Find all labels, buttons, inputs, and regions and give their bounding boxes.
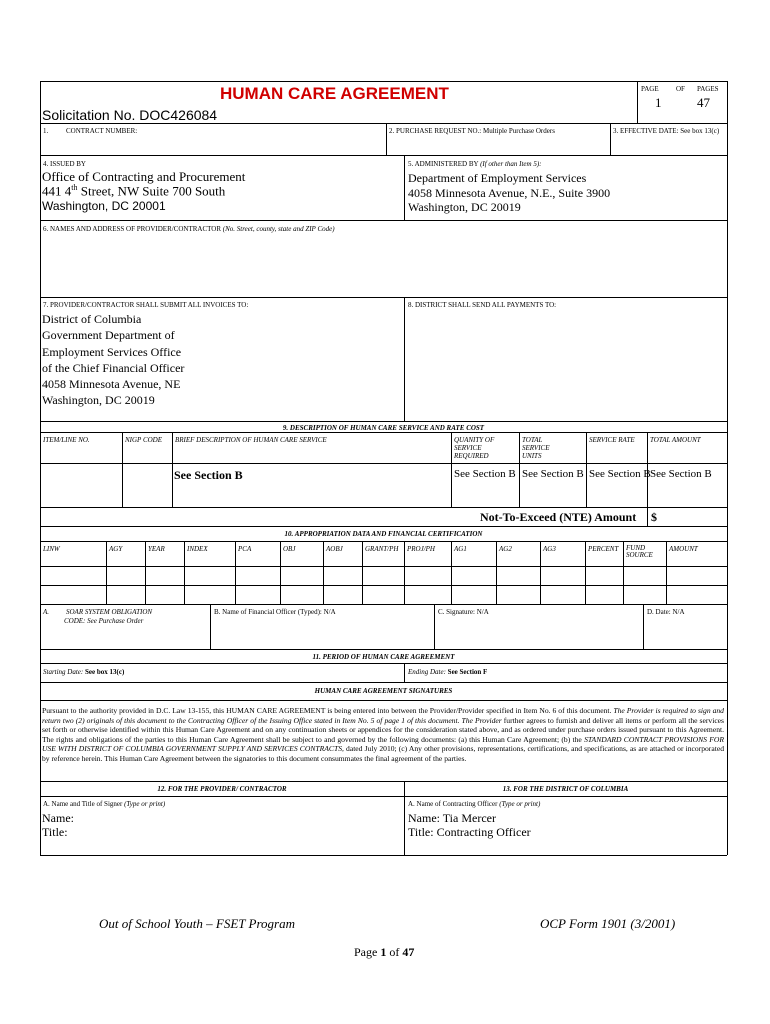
rule <box>496 541 497 604</box>
financial-officer-date: D. Date: N/A <box>647 608 685 616</box>
rule <box>40 463 727 464</box>
rule <box>40 155 727 156</box>
rule <box>40 297 727 298</box>
rule <box>40 663 727 664</box>
page-label: PAGE <box>641 85 659 93</box>
section9-title: 9. DESCRIPTION OF HUMAN CARE SERVICE AND RATE COST <box>282 424 485 432</box>
col-nigp: NIGP CODE <box>125 436 163 444</box>
col-obj: OBJ <box>283 545 296 553</box>
rule <box>40 796 727 797</box>
rule <box>434 604 435 649</box>
col-linw: LINW <box>43 545 60 553</box>
issued-by-line3: Washington, DC 20001 <box>42 199 166 213</box>
starting-date: Starting Date: See box 13(c) <box>43 668 125 676</box>
rule <box>404 155 405 220</box>
rule <box>404 541 405 604</box>
description-value: See Section B <box>174 468 243 482</box>
pages-label: PAGES <box>697 85 719 93</box>
col-description: BRIEF DESCRIPTION OF HUMAN CARE SERVICE <box>175 436 327 444</box>
rule <box>40 604 727 605</box>
invoice-address-line: of the Chief Financial Officer <box>42 360 185 375</box>
invoice-address-line: Employment Services Office <box>42 344 182 359</box>
soar-code: CODE: See Purchase Order <box>64 617 144 625</box>
provider-column-title: 12. FOR THE PROVIDER/ CONTRACTOR <box>157 785 287 793</box>
officer-title: Title: Contracting Officer <box>408 825 531 839</box>
issued-by-line1: Office of Contracting and Procurement <box>42 169 246 184</box>
rule <box>323 541 324 604</box>
signer-label: A. Name and Title of Signer (Type or print) <box>43 800 166 808</box>
rule <box>666 541 667 604</box>
rule <box>643 604 644 649</box>
col-ag1: AG1 <box>454 545 467 553</box>
frame-bottom <box>40 855 727 856</box>
soar-label-a: A. <box>43 608 50 616</box>
col-quantity: QUANITY OF SERVICE REQUIRED <box>454 436 495 460</box>
col-service-rate: SERVICE RATE <box>589 436 635 444</box>
col-grant: GRANT/PH <box>365 545 399 553</box>
rule <box>40 526 727 527</box>
financial-officer-name: B. Name of Financial Officer (Typed): N/A <box>214 608 336 616</box>
provider-name-field[interactable]: Name: <box>42 811 74 825</box>
rule <box>40 123 727 124</box>
col-amount: AMOUNT <box>669 545 698 553</box>
rule <box>40 220 727 221</box>
service-rate-value: See Section B <box>589 468 651 480</box>
rule <box>519 432 520 507</box>
rule <box>40 700 727 701</box>
rule <box>40 507 727 508</box>
section11-title: 11. PERIOD OF HUMAN CARE AGREEMENT <box>312 653 455 661</box>
contracting-officer-label: A. Name of Contracting Officer (Type or print) <box>408 800 541 808</box>
effective-date-label: 3. EFFECTIVE DATE: See box 13(c) <box>613 127 720 135</box>
page-total: 47 <box>697 95 710 110</box>
district-column-title: 13. FOR THE DISTRICT OF COLUMBIA <box>502 785 629 793</box>
rule <box>40 781 727 782</box>
frame-top <box>40 81 727 82</box>
rule <box>362 541 363 604</box>
invoice-address-line: 4058 Minnesota Avenue, NE <box>42 377 181 392</box>
box1-num: 1. <box>43 127 49 135</box>
rule <box>40 682 727 683</box>
frame-right <box>727 81 728 855</box>
financial-officer-signature: C. Signature: N/A <box>438 608 489 616</box>
form-title: HUMAN CARE AGREEMENT <box>220 84 449 103</box>
section10-title: 10. APPROPRIATION DATA AND FINANCIAL CERTIFICATION <box>284 530 483 538</box>
rule <box>647 507 648 526</box>
col-ag3: AG3 <box>543 545 556 553</box>
provider-address-label: 6. NAMES AND ADDRESS OF PROVIDER/CONTRACTOR (No. Street, county, state and ZIP Code) <box>43 225 335 233</box>
footer-program: Out of School Youth – FSET Program <box>99 916 295 931</box>
agreement-paragraph: Pursuant to the authority provided in D.C. Law 13-155, this HUMAN CARE AGREEMENT is being entered into between the Provider/Provider specified in Item No. 6 of this document. The Provider is required to sign and return two (2) originals of this document to the Contracting Officer of the Issuing Office stated in Item No. 5 of page 1 of this document. The Provider further agrees to furnish and deliver all items or perform all the services set forth or otherwise identified within this Human Care Agreement and on any continuation sheets or appendices for the consideration stated above, and as ordered under purchase orders issued pursuant to this Agreement. The rights and obligations of the parties to this Human Care Agreement shall be subject to and governed by the following documents: (a) this Human Care Agreement; (b) the STANDARD CONTRACT PROVISIONS FOR USE WITH DISTRICT OF COLUMBIA GOVERNMENT SUPPLY AND SERVICES CONTRACTS, dated July 2010; (c) Any other provisions, representations, certifications, and specifications, as are attached or incorporated by reference herein. This Human Care Agreement between the signatories to this document consummates the final agreement of the parties. <box>42 706 725 763</box>
rule <box>122 432 123 507</box>
rule <box>40 649 727 650</box>
rule <box>451 541 452 604</box>
of-label: OF <box>676 85 685 93</box>
rule <box>386 123 387 155</box>
rule <box>451 432 452 507</box>
quantity-value: See Section B <box>454 468 516 480</box>
rule <box>145 541 146 604</box>
provider-title-field[interactable]: Title: <box>42 825 68 839</box>
officer-name: Name: Tia Mercer <box>408 811 496 825</box>
footer-form-number: OCP Form 1901 (3/2001) <box>540 916 676 931</box>
rule <box>40 432 727 433</box>
rule <box>106 541 107 604</box>
nte-value: $ <box>651 510 657 524</box>
rule <box>172 432 173 507</box>
purchase-request-label: 2. PURCHASE REQUEST NO.: Multiple Purchase Orders <box>389 127 555 135</box>
rule <box>540 541 541 604</box>
col-aobj: AOBJ <box>326 545 343 553</box>
nte-label: Not-To-Exceed (NTE) Amount <box>480 510 637 524</box>
total-units-value: See Section B <box>522 468 584 480</box>
rule <box>280 541 281 604</box>
invoice-address-line: Government Department of <box>42 328 175 343</box>
signatures-title: HUMAN CARE AGREEMENT SIGNATURES <box>314 687 453 695</box>
frame-left <box>40 81 41 855</box>
col-proj: PROJ/PH <box>407 545 435 553</box>
invoices-label: 7. PROVIDER/CONTRACTOR SHALL SUBMIT ALL INVOICES TO: <box>43 301 249 309</box>
rule <box>585 541 586 604</box>
issued-by-line2: 441 4th Street, NW Suite 700 South <box>42 183 226 199</box>
col-total-units: TOTAL SERVICE UNITS <box>522 436 550 460</box>
rule <box>404 663 405 682</box>
invoice-address-line: Washington, DC 20019 <box>42 393 155 408</box>
rule <box>184 541 185 604</box>
rule <box>623 541 624 604</box>
issued-by-label: 4. ISSUED BY <box>43 160 86 168</box>
rule <box>40 566 727 567</box>
rule <box>40 421 727 422</box>
col-item-line: ITEM/LINE NO. <box>43 436 90 444</box>
soar-label: SOAR SYSTEM OBLIGATION <box>66 608 153 616</box>
ending-date: Ending Date: See Section F <box>408 668 488 676</box>
rule <box>235 541 236 604</box>
rule <box>610 123 611 155</box>
rule <box>586 432 587 507</box>
col-year: YEAR <box>148 545 165 553</box>
rule <box>404 297 405 421</box>
administered-by-label: 5. ADMINISTERED BY (If other than Item 5): <box>408 160 542 168</box>
col-percent: PERCENT <box>588 545 619 553</box>
col-index: INDEX <box>187 545 208 553</box>
col-agy: AGY <box>109 545 123 553</box>
col-pca: PCA <box>238 545 252 553</box>
administered-by-line3: Washington, DC 20019 <box>408 200 521 214</box>
solicitation-number: Solicitation No. DOC426084 <box>42 107 218 123</box>
total-amount-value: See Section B <box>650 468 712 480</box>
contract-number-label: CONTRACT NUMBER: <box>66 127 138 135</box>
payments-label: 8. DISTRICT SHALL SEND ALL PAYMENTS TO: <box>408 301 557 309</box>
invoice-address <box>42 311 184 409</box>
invoice-address-line: District of Columbia <box>42 312 142 326</box>
page-number: 1 <box>655 95 662 110</box>
col-fund-source: FUND SOURCE <box>626 544 653 559</box>
administered-by-line1: Department of Employment Services <box>408 171 587 185</box>
rule <box>40 585 727 586</box>
rule <box>210 604 211 649</box>
page-box-divider <box>637 81 638 123</box>
administered-by-line2: 4058 Minnesota Avenue, N.E., Suite 3900 <box>408 186 611 200</box>
footer-page-number: Page 1 of 47 <box>354 945 415 959</box>
col-total-amount: TOTAL AMOUNT <box>650 436 701 444</box>
col-ag2: AG2 <box>499 545 512 553</box>
